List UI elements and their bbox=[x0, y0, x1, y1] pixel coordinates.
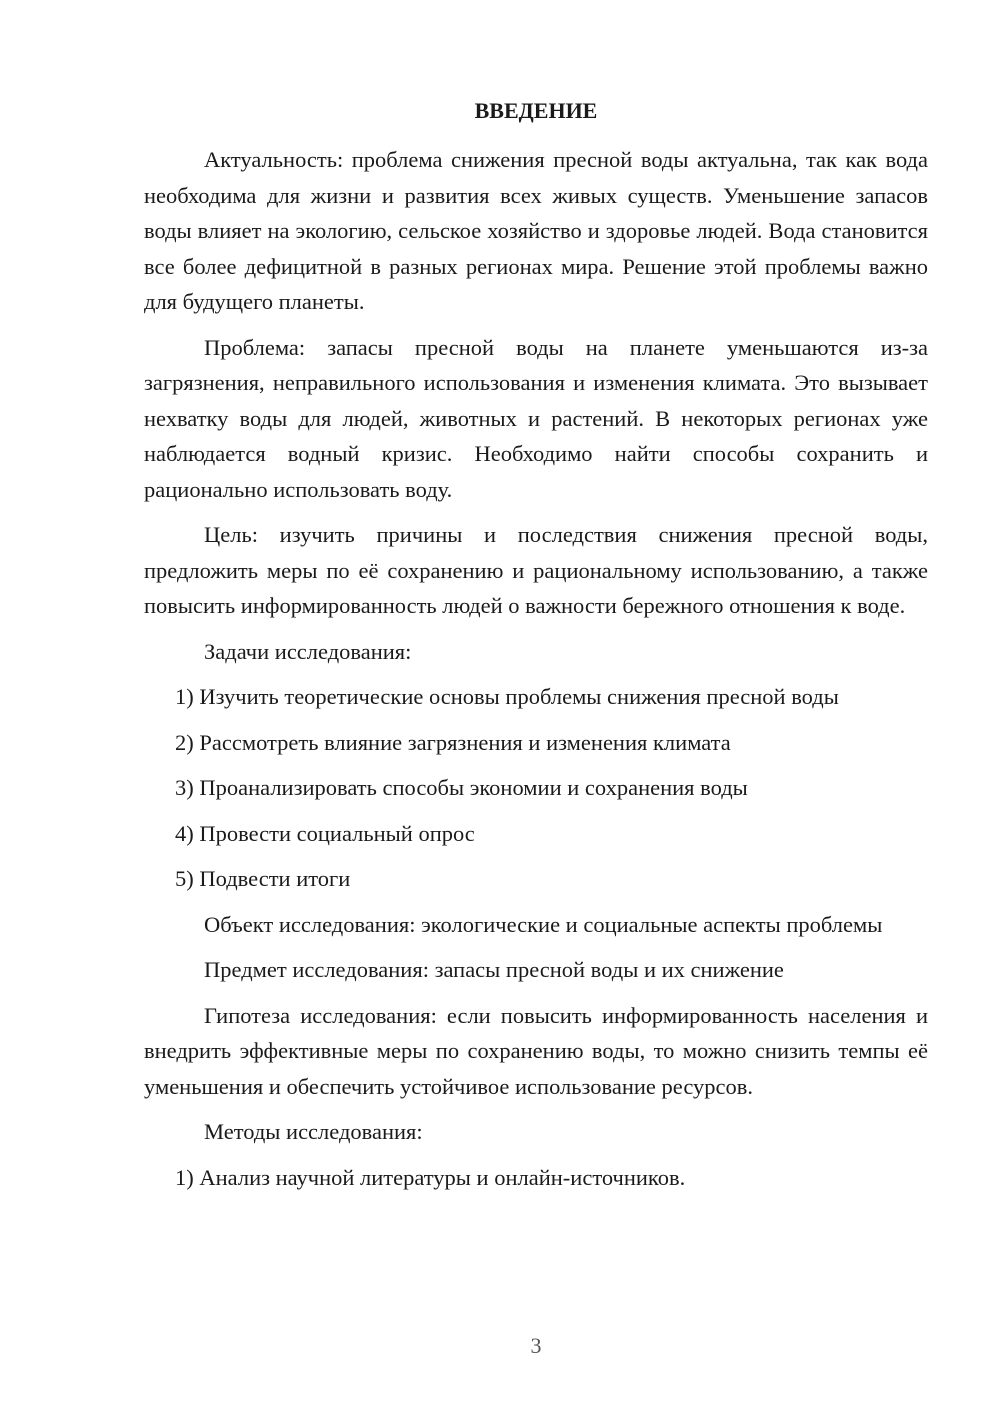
goal-paragraph: Цель: изучить причины и последствия снижения пресной воды, предложить меры по её сохранению и рациональному использованию, а также повысить информированность людей о важности бережного отношения к воде. bbox=[144, 522, 928, 618]
hypothesis-paragraph: Гипотеза исследования: если повысить информированность населения и внедрить эффективные меры по сохранению воды, то можно снизить темпы её уменьшения и обеспечить устойчивое использование ресурсов. bbox=[144, 1002, 928, 1099]
page-title: ВВЕДЕНИЕ bbox=[474, 98, 598, 123]
object-paragraph: Объект исследования: экологические и социальные аспекты проблемы bbox=[204, 911, 883, 937]
method-item: 1) Анализ научной литературы и онлайн-источников. bbox=[175, 1164, 686, 1190]
relevance-paragraph: Актуальность: проблема снижения пресной воды актуальна, так как вода необходима для жизни и развития всех живых существ. Уменьшение запасов воды влияет на экологию, сельское хозяйство и здоровье людей. Вода становится все более дефицитной в разных регионах мира. Решение этой проблемы важно для будущего планеты. bbox=[144, 147, 928, 314]
page-number: 3 bbox=[530, 1333, 542, 1358]
document-body bbox=[144, 142, 928, 1205]
subject-paragraph: Предмет исследования: запасы пресной воды и их снижение bbox=[204, 957, 784, 982]
tasks-heading: Задачи исследования: bbox=[204, 638, 412, 664]
problem-paragraph: Проблема: запасы пресной воды на планете уменьшаются из-за загрязнения, неправильного использования и изменения климата. Это вызывает нехватку воды для людей, животных и растений. В некоторых регионах уже наблюдается водный кризис. Необходимо найти способы сохранить и рационально использовать воду. bbox=[144, 334, 928, 502]
methods-list bbox=[144, 1160, 928, 1196]
task-item: 3) Проанализировать способы экономии и сохранения воды bbox=[175, 775, 748, 800]
task-item: 2) Рассмотреть влияние загрязнения и изменения климата bbox=[175, 729, 731, 755]
task-item: 1) Изучить теоретические основы проблемы снижения пресной воды bbox=[175, 684, 839, 709]
tasks-list bbox=[144, 679, 928, 897]
methods-heading: Методы исследования: bbox=[204, 1119, 423, 1144]
task-item: 4) Провести социальный опрос bbox=[175, 820, 475, 846]
task-item: 5) Подвести итоги bbox=[175, 866, 351, 891]
